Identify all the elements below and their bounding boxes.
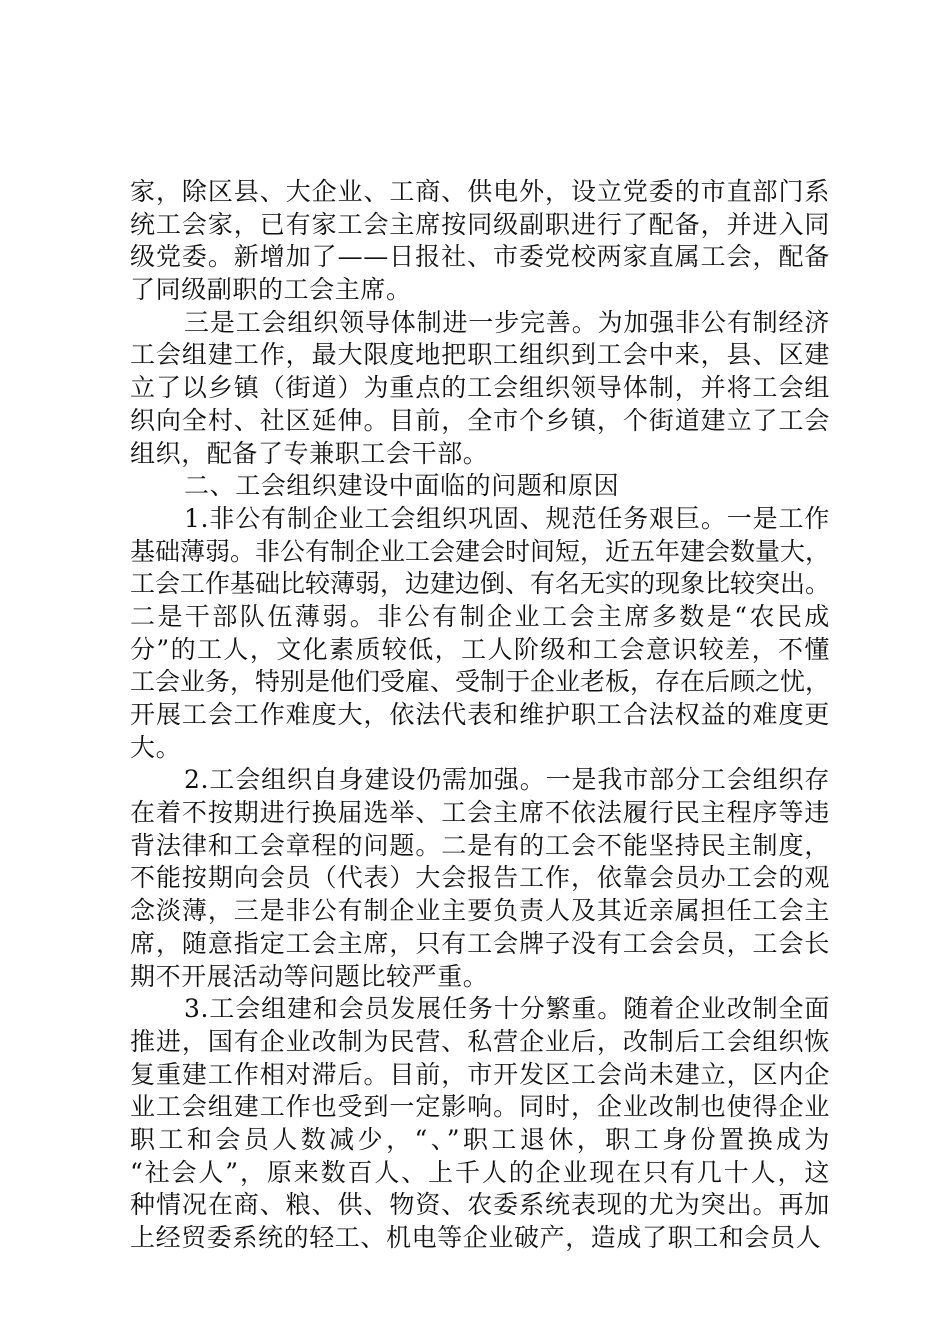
text-line: 期不开展活动等问题比较严重。 <box>130 961 489 991</box>
text-line: 开展工会工作难度大，依法代表和维护职工合法权益的难度更 <box>130 700 830 729</box>
paragraph-p3 <box>130 470 830 503</box>
text-line: 统工会家，已有家工会主席按同级副职进行了配备，并进入同 <box>130 209 830 239</box>
text-line: 种情况在商、粮、供、物资、农委系统表现的尤为突出。再加 <box>130 1190 830 1220</box>
paragraph-p4 <box>130 503 830 765</box>
text-line: 组织，配备了专兼职工会干部。 <box>130 438 489 468</box>
text-line: 三是工会组织领导体制进一步完善。为加强非公有制经济 <box>184 307 830 337</box>
text-line: 家，除区县、大企业、工商、供电外，设立党委的市直部门系 <box>130 177 830 206</box>
text-line: 席，随意指定工会主席，只有工会牌子没有工会会员，工会长 <box>130 928 830 958</box>
text-line: 业工会组建工作也受到一定影响。同时，企业改制也使得企业 <box>130 1092 830 1122</box>
text-line: 分”的工人，文化素质较低，工人阶级和工会意识较差，不懂 <box>130 634 830 664</box>
text-line: 工会业务，特别是他们受雇、受制于企业老板，存在后顾之忧， <box>130 667 830 697</box>
text-line: 2.工会组织自身建设仍需加强。一是我市部分工会组织存 <box>184 765 830 795</box>
paragraph-p2 <box>130 307 830 470</box>
text-line: 不能按期向会员（代表）大会报告工作，依靠会员办工会的观 <box>130 863 830 893</box>
text-line: 织向全村、社区延伸。目前，全市个乡镇，个街道建立了工会 <box>130 405 830 435</box>
text-line: 复重建工作相对滞后。目前，市开发区工会尚未建立，区内企 <box>130 1059 830 1089</box>
text-line: 背法律和工会章程的问题。二是有的工会不能坚持民主制度， <box>130 830 830 860</box>
text-line: 基础薄弱。非公有制企业工会建会时间短，近五年建会数量大， <box>130 536 830 566</box>
paragraph-p5 <box>130 764 830 993</box>
text-line: 立了以乡镇（街道）为重点的工会组织领导体制，并将工会组 <box>130 373 830 403</box>
text-line: 二、工会组织建设中面临的问题和原因 <box>184 471 620 501</box>
text-line: “社会人”，原来数百人、上千人的企业现在只有几十人，这 <box>130 1157 830 1187</box>
text-line: 职工和会员人数减少，“、”职工退休，职工身份置换成为 <box>130 1124 830 1154</box>
text-line: 二是干部队伍薄弱。非公有制企业工会主席多数是“农民成 <box>130 601 830 631</box>
text-line: 级党委。新增加了——日报社、市委党校两家直属工会，配备 <box>130 242 830 272</box>
paragraph-p1 <box>130 176 830 307</box>
text-line: 3.工会组建和会员发展任务十分繁重。随着企业改制全面 <box>184 994 830 1024</box>
text-line: 1.非公有制企业工会组织巩固、规范任务艰巨。一是工作 <box>184 503 830 533</box>
text-line: 了同级副职的工会主席。 <box>130 275 412 305</box>
document-page <box>130 176 830 1255</box>
text-line: 念淡薄，三是非公有制企业主要负责人及其近亲属担任工会主 <box>130 896 830 926</box>
text-line: 工会工作基础比较薄弱，边建边倒、有名无实的现象比较突出。 <box>130 569 830 599</box>
text-line: 上经贸委系统的轻工、机电等企业破产，造成了职工和会员人 <box>130 1223 822 1252</box>
paragraph-p6 <box>130 993 830 1255</box>
text-line: 在着不按期进行换届选举、工会主席不依法履行民主程序等违 <box>130 798 830 828</box>
text-line: 工会组建工作，最大限度地把职工组织到工会中来，县、区建 <box>130 340 830 370</box>
text-line: 大。 <box>130 732 182 762</box>
text-line: 推进，国有企业改制为民营、私营企业后，改制后工会组织恢 <box>130 1026 830 1056</box>
